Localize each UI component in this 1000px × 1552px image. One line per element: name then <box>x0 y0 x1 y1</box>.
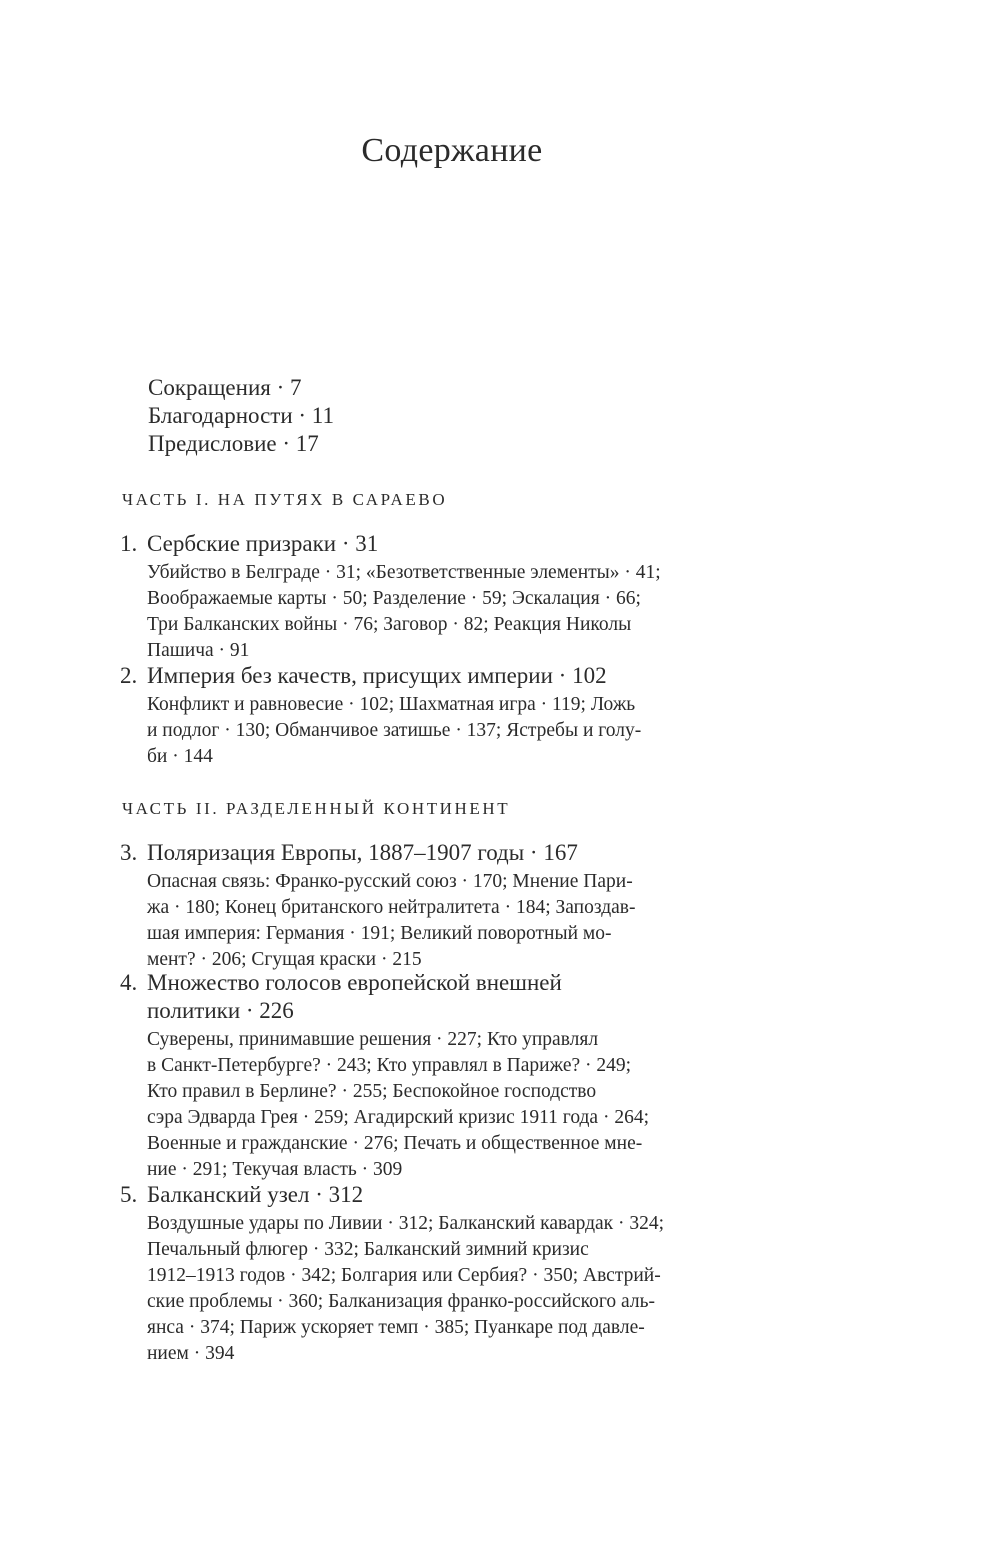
part-heading: ЧАСТЬ I. НА ПУТЯХ В САРАЕВО <box>122 490 448 509</box>
section-line: би · 144 <box>147 746 213 767</box>
chapter-number: 4. <box>120 970 138 995</box>
section-line: Суверены, принимавшие решения · 227; Кто управлял <box>147 1029 599 1050</box>
chapter-number: 5. <box>120 1182 138 1207</box>
section-line: жа · 180; Конец британского нейтралитета · 184; Запоздав- <box>147 897 636 918</box>
section-line: сэра Эдварда Грея · 259; Агадирский кризис 1911 года · 264; <box>147 1107 649 1128</box>
chapter-entry <box>120 969 780 1183</box>
section-line: нием · 394 <box>147 1343 235 1364</box>
section-line: Опасная связь: Франко-русский союз · 170; Мнение Пари- <box>147 871 633 892</box>
chapter-title-line: Множество голосов европейской внешней <box>147 970 562 995</box>
chapter-sections <box>120 1027 780 1183</box>
section-line: янса · 374; Париж ускоряет темп · 385; Пуанкаре под давле- <box>147 1317 645 1338</box>
front-matter-item[interactable]: Сокращения · 7 <box>148 375 302 400</box>
section-line: в Санкт-Петербурге? · 243; Кто управлял в Париже? · 249; <box>147 1055 632 1076</box>
section-line: Три Балканских войны · 76; Заговор · 82; Реакция Николы <box>147 614 632 635</box>
chapter-title-line: Поляризация Европы, 1887–1907 годы · 167 <box>147 840 578 865</box>
chapter-sections <box>120 1211 780 1367</box>
section-line: Пашича · 91 <box>147 640 250 661</box>
chapter-title-line: Балканский узел · 312 <box>147 1182 364 1207</box>
chapter-entry <box>120 662 780 770</box>
chapter-title[interactable] <box>120 839 780 867</box>
chapter-sections <box>120 692 780 770</box>
front-matter <box>148 374 334 458</box>
section-line: Воображаемые карты · 50; Разделение · 59; Эскалация · 66; <box>147 588 641 609</box>
section-line: Убийство в Белграде · 31; «Безответственные элементы» · 41; <box>147 562 661 583</box>
chapter-title[interactable] <box>120 1181 780 1209</box>
chapter-number: 3. <box>120 840 138 865</box>
section-line: Военные и гражданские · 276; Печать и общественное мне- <box>147 1133 643 1154</box>
section-line: Печальный флюгер · 332; Балканский зимний кризис <box>147 1239 589 1260</box>
chapter-title-line: Сербские призраки · 31 <box>147 531 379 556</box>
section-line: ские проблемы · 360; Балканизация франко-российского аль- <box>147 1291 655 1312</box>
chapter-number: 1. <box>120 531 138 556</box>
chapter-title[interactable] <box>120 969 780 1025</box>
chapter-entry <box>120 1181 780 1367</box>
section-line: Кто правил в Берлине? · 255; Беспокойное господство <box>147 1081 597 1102</box>
chapter-title-line: политики · 226 <box>147 998 294 1023</box>
section-line: шая империя: Германия · 191; Великий поворотный мо- <box>147 923 612 944</box>
front-matter-item[interactable]: Предисловие · 17 <box>148 431 319 456</box>
chapter-sections <box>120 869 780 973</box>
section-line: ние · 291; Текучая власть · 309 <box>147 1159 403 1180</box>
chapter-number: 2. <box>120 663 138 688</box>
section-line: Конфликт и равновесие · 102; Шахматная игра · 119; Ложь <box>147 694 636 715</box>
section-line: Воздушные удары по Ливии · 312; Балканский кавардак · 324; <box>147 1213 665 1234</box>
chapter-title[interactable] <box>120 530 780 558</box>
chapter-title[interactable] <box>120 662 780 690</box>
chapter-entry <box>120 530 780 664</box>
page-title: Содержание <box>361 132 543 169</box>
chapter-entry <box>120 839 780 973</box>
front-matter-item[interactable]: Благодарности · 11 <box>148 403 334 428</box>
chapter-title-line: Империя без качеств, присущих империи · 102 <box>147 663 607 688</box>
chapter-sections <box>120 560 780 664</box>
section-line: и подлог · 130; Обманчивое затишье · 137; Ястребы и голу- <box>147 720 642 741</box>
section-line: мент? · 206; Сгущая краски · 215 <box>147 949 422 970</box>
part-heading: ЧАСТЬ II. РАЗДЕЛЕННЫЙ КОНТИНЕНТ <box>122 799 511 818</box>
section-line: 1912–1913 годов · 342; Болгария или Сербия? · 350; Австрий- <box>147 1265 661 1286</box>
